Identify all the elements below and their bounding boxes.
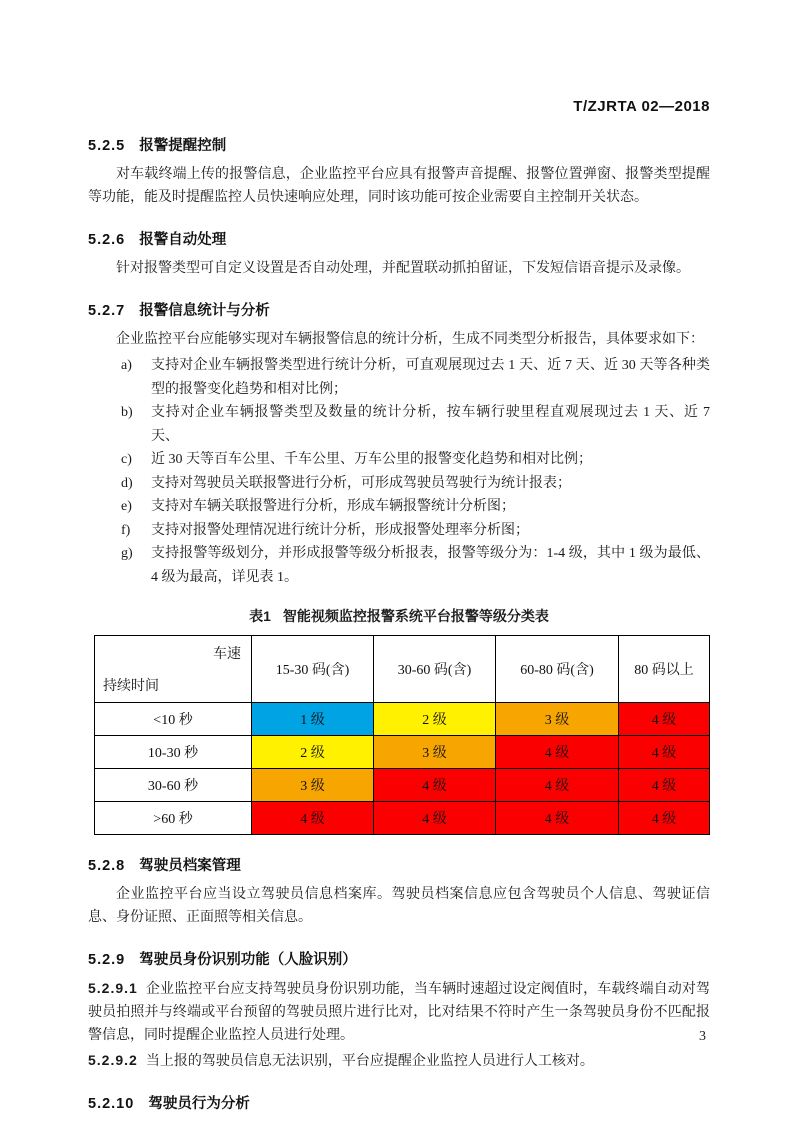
paragraph-5-2-7-intro: 企业监控平台应能够实现对车辆报警信息的统计分析，生成不同类型分析报告，具体要求如下： bbox=[116, 332, 704, 347]
list-item-text: 支持报警等级划分，并形成报警等级分析报表，报警等级分为：1-4 级，其中 1 级为最低、4 级为最高，详见表 1。 bbox=[151, 546, 710, 585]
list-item-marker: a) bbox=[121, 358, 132, 373]
table1-caption bbox=[88, 606, 710, 626]
level-cell: 4 级 bbox=[374, 769, 496, 802]
level-cell: 2 级 bbox=[374, 703, 496, 736]
section-heading-5-2-8 bbox=[88, 854, 710, 875]
section-heading-5-2-5 bbox=[88, 134, 710, 155]
level-cell: 3 级 bbox=[252, 769, 374, 802]
list-item bbox=[121, 354, 710, 401]
list-item-marker: d) bbox=[121, 475, 133, 491]
section-title: 报警提醒控制 bbox=[139, 138, 227, 154]
table-header-row bbox=[95, 636, 710, 703]
alarm-level-table bbox=[94, 635, 710, 835]
clause-5-2-9-2 bbox=[88, 1049, 710, 1073]
level-cell: 4 级 bbox=[619, 703, 710, 736]
column-header-speed-2: 30-60 码(含) bbox=[374, 636, 496, 703]
list-item-text: 近 30 天等百车公里、千车公里、万车公里的报警变化趋势和相对比例； bbox=[151, 452, 592, 467]
requirement-list bbox=[121, 354, 710, 589]
table-row bbox=[95, 769, 710, 802]
section-number: 5.2.8 bbox=[88, 858, 126, 874]
level-cell: 2 级 bbox=[252, 736, 374, 769]
paragraph-5-2-8: 企业监控平台应当设立驾驶员信息档案库。驾驶员档案信息应包含驾驶员个人信息、驾驶证信息、身份证照、正面照等相关信息。 bbox=[88, 887, 710, 925]
section-title: 报警信息统计与分析 bbox=[139, 303, 270, 319]
clause-text: 企业监控平台应支持驾驶员身份识别功能，当车辆时速超过设定阀值时，车载终端自动对驾驶员拍照并与终端或平台预留的驾驶员照片进行比对，比对结果不符时产生一条驾驶员身份不匹配报警信息，同时提醒企业监控人员进行处理。 bbox=[88, 982, 710, 1043]
list-item bbox=[121, 519, 710, 543]
level-cell: 4 级 bbox=[619, 769, 710, 802]
table-row bbox=[95, 703, 710, 736]
section-number: 5.2.7 bbox=[88, 303, 126, 319]
list-item-text: 支持对报警处理情况进行统计分析，形成报警处理率分析图； bbox=[151, 522, 529, 538]
table-corner-cell bbox=[95, 636, 252, 703]
list-item bbox=[121, 448, 710, 472]
page-number: 3 bbox=[699, 1029, 706, 1044]
clause-number: 5.2.9.2 bbox=[88, 1052, 138, 1068]
list-item bbox=[121, 542, 710, 589]
level-cell: 4 级 bbox=[496, 736, 619, 769]
list-item-marker: b) bbox=[121, 405, 133, 420]
section-number: 5.2.9 bbox=[88, 952, 126, 968]
section-title: 驾驶员身份识别功能（人脸识别） bbox=[139, 952, 357, 968]
level-cell: 3 级 bbox=[496, 703, 619, 736]
list-item-marker: c) bbox=[121, 452, 132, 467]
list-item-text: 支持对企业车辆报警类型及数量的统计分析，按车辆行驶里程直观展现过去 1 天、近 7 天、 bbox=[151, 405, 710, 444]
level-cell: 4 级 bbox=[496, 802, 619, 835]
section-heading-5-2-7 bbox=[88, 299, 710, 320]
list-item bbox=[121, 495, 710, 519]
level-cell: 4 级 bbox=[619, 802, 710, 835]
clause-text: 当上报的驾驶员信息无法识别，平台应提醒企业监控人员进行人工核对。 bbox=[145, 1054, 594, 1069]
level-cell: 4 级 bbox=[619, 736, 710, 769]
level-cell: 4 级 bbox=[374, 802, 496, 835]
list-item-text: 支持对车辆关联报警进行分析，形成车辆报警统计分析图； bbox=[151, 499, 515, 514]
paragraph-5-2-6: 针对报警类型可自定义设置是否自动处理，并配置联动抓拍留证，下发短信语音提示及录像。 bbox=[116, 261, 690, 276]
section-number: 5.2.10 bbox=[88, 1096, 135, 1112]
duration-cell: <10 秒 bbox=[95, 703, 252, 736]
section-number: 5.2.5 bbox=[88, 138, 126, 154]
column-header-speed-4: 80 码以上 bbox=[619, 636, 710, 703]
duration-cell: 30-60 秒 bbox=[95, 769, 252, 802]
section-heading-5-2-10 bbox=[88, 1092, 710, 1113]
column-header-speed-3: 60-80 码(含) bbox=[496, 636, 619, 703]
list-item-text: 支持对驾驶员关联报警进行分析，可形成驾驶员驾驶行为统计报表； bbox=[151, 475, 571, 491]
list-item bbox=[121, 401, 710, 448]
clause-number: 5.2.9.1 bbox=[88, 980, 138, 996]
corner-label-duration: 持续时间 bbox=[103, 679, 159, 694]
table1-caption-number: 表1 bbox=[249, 608, 271, 624]
list-item bbox=[121, 472, 710, 496]
clause-5-2-9-1 bbox=[88, 977, 710, 1047]
list-item-marker: e) bbox=[121, 499, 132, 514]
section-heading-5-2-9 bbox=[88, 948, 710, 969]
list-item-text: 支持对企业车辆报警类型进行统计分析，可直观展现过去 1 天、近 7 天、近 30 天等各种类型的报警变化趋势和相对比例； bbox=[151, 358, 710, 397]
list-item-marker: f) bbox=[121, 522, 131, 538]
paragraph-5-2-5: 对车载终端上传的报警信息，企业监控平台应具有报警声音提醒、报警位置弹窗、报警类型提醒等功能，能及时提醒监控人员快速响应处理，同时该功能可按企业需要自主控制开关状态。 bbox=[88, 167, 710, 205]
level-cell: 1 级 bbox=[252, 703, 374, 736]
level-cell: 4 级 bbox=[496, 769, 619, 802]
section-title: 驾驶员行为分析 bbox=[148, 1096, 250, 1112]
corner-label-speed: 车速 bbox=[213, 647, 241, 662]
list-item-marker: g) bbox=[121, 546, 133, 561]
table1-caption-title: 智能视频监控报警系统平台报警等级分类表 bbox=[282, 608, 549, 624]
section-title: 报警自动处理 bbox=[139, 232, 227, 248]
column-header-speed-1: 15-30 码(含) bbox=[252, 636, 374, 703]
section-number: 5.2.6 bbox=[88, 232, 126, 248]
duration-cell: 10-30 秒 bbox=[95, 736, 252, 769]
level-cell: 3 级 bbox=[374, 736, 496, 769]
level-cell: 4 级 bbox=[252, 802, 374, 835]
section-heading-5-2-6 bbox=[88, 228, 710, 249]
section-title: 驾驶员档案管理 bbox=[139, 858, 241, 874]
table-row bbox=[95, 736, 710, 769]
duration-cell: >60 秒 bbox=[95, 802, 252, 835]
doc-number: T/ZJRTA 02—2018 bbox=[573, 98, 710, 115]
table-row bbox=[95, 802, 710, 835]
